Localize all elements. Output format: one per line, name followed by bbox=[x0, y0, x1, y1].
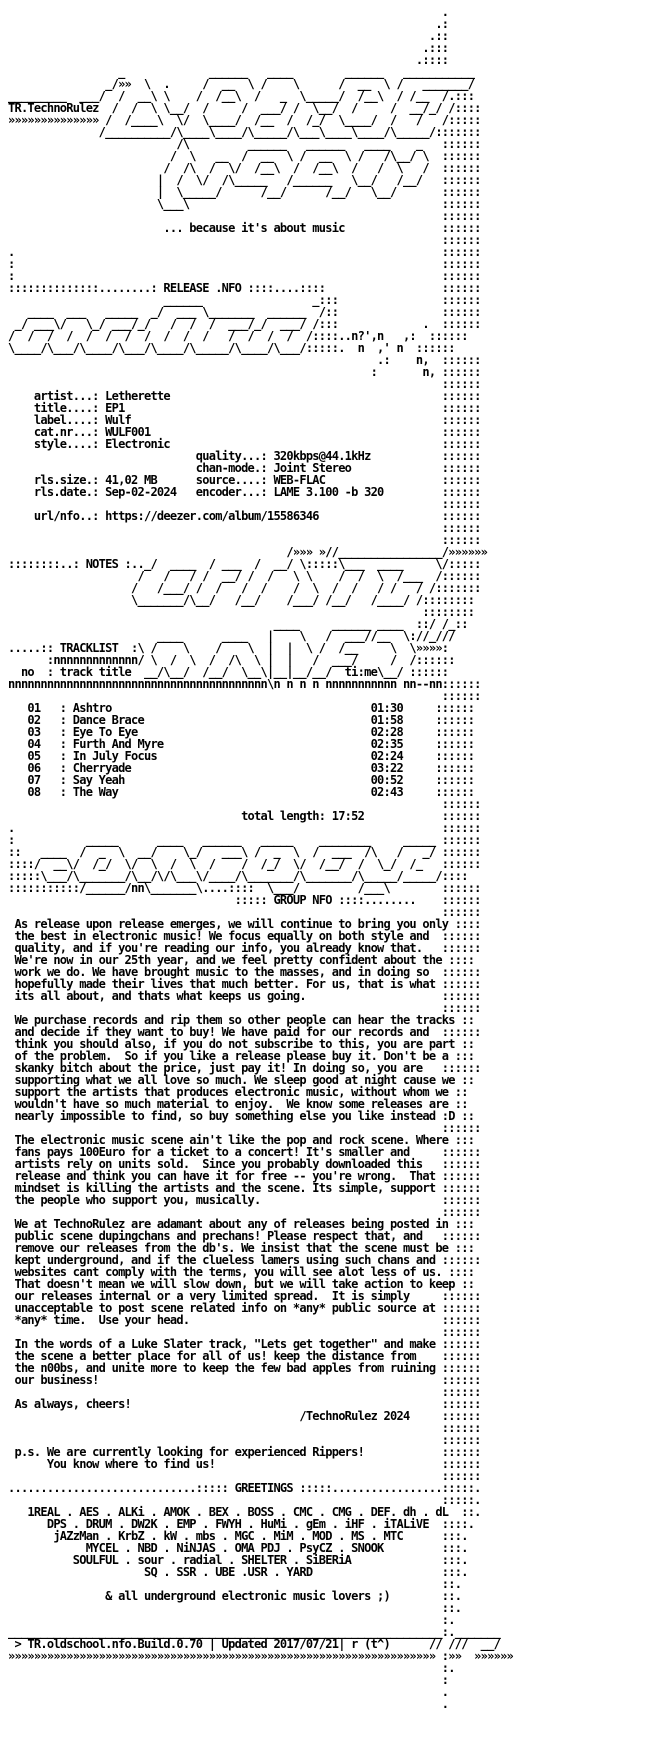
nfo-ascii-content: . .: .:: .::: .:::: _ ______ ____ ______ ___________ _/»» \ . / __ \ / \ / __ \ / _______/ _________ ___/ / __\ \ / /__\ / _ \_____/ /__\ / /__ /.::: TR.TechnoRulez / / \ \__/ / / ___/ / \__/ / / __/_/ /:::: »»»»»»»»»»»»»» / /____\ \/ \____/ /__ / /_/ \____/ / / /::::: /__________/\____\____/\_____/\___\____\____/\_____/::::::: /\ ______ ______ ____ _ :::::: / \ __ / __ \ / __ \ / /\__/ \ :::::: / /\ / \/ /__\ / /__\ / / \ / :::::: | / \/ /\_____ /______ \__/ /__/ :::::: | \_____/ /__/ /__/ \__/ :::::: \___\ :::::: :::::: ... because it's about music :::::: :::::: . :::::: : :::::: : :::::: ::::::::::::::........: RELEASE .NFO ::::....:::: :::::: ______ _::: :::::: ____ ___ _____ _/ ___ \_______ ______ /:: :::::: _/ ___\/ \_/ ___/_/ / / / ___/_/ ___/ /::: . :::::: / / / / / / / / / / / / / / / /::::..n?',n ,: :::::: \____/\___/\____/\___/\____/\_____/\____/\___/:::::. n ,' n :::::: .: n, :::::: : n, :::::: :::::: artist...: Letherette :::::: title....: EP1 :::::: label....: Wulf :::::: cat.nr...: WULF001 :::::: style....: Electronic :::::: quality...: 320kbps@44.1kHz :::::: chan-mode.: Joint Stereo :::::: rls.size.: 41,02 MB source....: WEB-FLAC :::::: rls.date.: Sep-02-2024 encoder...: LAME 3.100 -b 320 :::::: :::::: url/nfo..: https://deezer.com/album/15586346 :::::: :::::: :::::: /»»» »//________________/»»»»»» ::::::::..: NOTES :.._/ ____ / ___ / __/ \:::::\___ ____ \/::::: / / / / __/ / / \ \ / / \ /___ /:::::: / /___/ / / / / / \ / / / / / /::::::: \_______/\__/ /__/ /___/ /__/ /____/ /:::::::: :::::::: ____ ______ ____ ::/ /_:: ____ ____ | \ / ___//__ \://_/// .....:: TRACKLIST :\ / \ / \ | | \ / /__ \ \»»»»: :nnnnnnnnnnnnn/ \ / \ / /\ \ | | / ___/ / /:::::: no : track title __/\__/ /__/ \__\|__|__/__/ ti:me\__/ :::::: nnnnnnnnnnnnnnnnnnnnnnnnnnnnnnnnnnnnnnnn\n n n n nnnnnnnnnnn nn--nn:::::: :::::: 01 : Ashtro 01:30 :::::: 02 : Dance Brace 01:58 :::::: 03 : Eye To Eye 02:28 :::::: 04 : Furth And Myre 02:35 :::::: 05 : In July Focus 02:24 :::::: 06 : Cherryade 03:22 :::::: 07 : Say Yeah 00:52 :::::: 08 : The Way 02:43 :::::: :::::: total length: 17:52 :::::: . :::::: : _____ ____ ______ _____ ________ _____ :::::: :: ____ / _ \ __/ \_/ ___\ / _ \ / ___ /\ / _/ :::::: ::::/ __\/ /_/ \/ \ / \ / / /_/ \/ /__/ / \_/ /_ :::::: :::::\___/\_______/\__/\/\___\/____/\_______/\_______/\_____/_____/:::: :::::::::::/______/nn\_______\....:::: \___/ /___\ :::::: ::::: GROUP NFO ::::........ :::::: :::::: As release upon release emerges, we will continue to bring you only :::: the best in electronic music! We focus equally on both style and :::::: quality, and if you're reading our info, you already know that. :::::: We're now in our 25th year, and we feel pretty confident about the :::: work we do. We have brought music to the masses, and in doing so :::::: hopefully made their lives that much better. For us, that is what :::::: its all about, and thats what keeps us going. :::::: :::::: We purchase records and rip them so other people can hear the tracks :: and decide if they want to buy! We have paid for our records and :::::: think you should also, if you do not subscribe to this, you are part :: of the problem. So if you like a release please buy it. Don't be a ::: skanky bitch about the price, just pay it! In doing so, you are :::::: supporting what we all love so much. We sleep good at night cause we :: support the artists that produces electronic music, without whom we :: wouldn't have so much material to enjoy. We know some releases are :: nearly impossible to find, so buy something else you like instead :D :: :::::: The electronic music scene ain't like the pop and rock scene. Where ::: fans pays 100Euro for a ticket to a concert! It's smaller and :::::: artists rely on units sold. Since you probably downloaded this :::::: release and think you can have it for free -- you're wrong. That :::::: mindset is killing the artists and the scene. Its simple, support :::::: the people who support you, musically. :::::: :::::: We at TechnoRulez are adamant about any of releases being posted in ::: public scene dupingchans and prechans! Please respect that, and :::::: remove our releases from the db's. We insist that the scene must be ::: kept underground, and if the clueless lamers using such chans and :::::: websites cant comply with the terms, you will see alot less of us. :::: That doesn't mean we will slow down, but we will take action to keep :: our releases internal or a very limited spread. It is simply :::::: unacceptable to post scene related info on *any* public source at :::::: *any* time. Use your head. :::::: :::::: In the words of a Luke Slater track, "Lets get together" and make :::::: the scene a better place for all of us! keep the distance from :::::: the n00bs, and unite more to keep the few bad apples from ruining :::::: our business! :::::: :::::: As always, cheers! :::::: /TechnoRulez 2024 :::::: :::::: :::::: p.s. We are currently looking for experienced Rippers! :::::: You know where to find us! :::::: :::::: .............................::::: GREETINGS :::::.................:::::. :::::. 1REAL . AES . ALKi . AMOK . BEX . BOSS . CMC . CMG . DEF. dh . dL ::. DPS . DRUM . DW2K . EMP . FWYH . HuMi . gEm . iHF . iTALiVE ::::. jAZzMan . KrbZ . kW . mbs . MGC . MiM . MOD . MS . MTC :::. MYCEL . NBD . NiNJAS . OMA PDJ . PsyCZ . SNOOK :::. SOULFUL . sour . radial . SHELTER . SiBERiA :::. SQ . SSR . UBE .USR . YARD :::. ::. & all underground electronic music lovers ;) ::. ::. :. ___________________________________________________________________:._______ > TR.oldschool.nfo.Build.0.70 | Updated 2017/07/21| r (t^) // /// __/ »»»»»»»»»»»»»»»»»»»»»»»»»»»»»»»»»»»»»»»»»»»»»»»»»»»»»»»»»»»»»»»»»» :»» »»»»»» :. : . . bbox=[8, 5, 514, 1711]
